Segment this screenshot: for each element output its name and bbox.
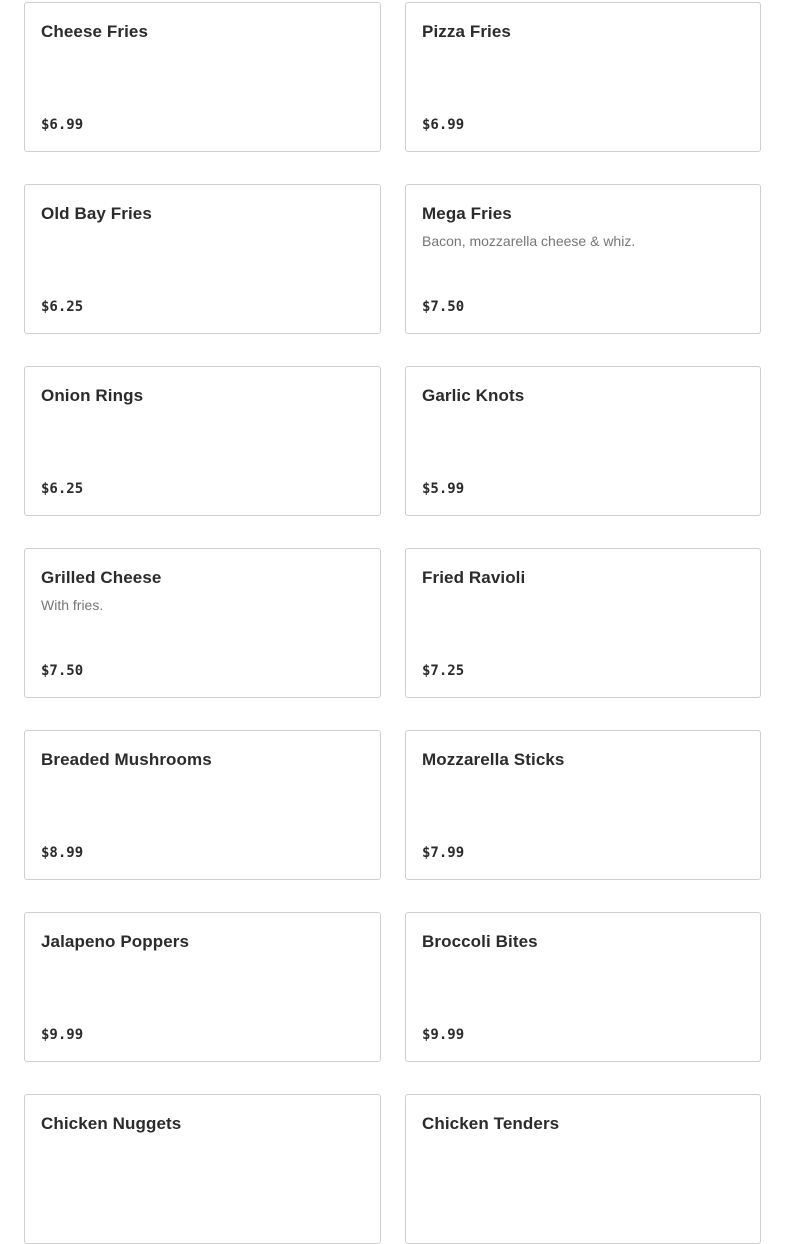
menu-item-card[interactable] xyxy=(24,184,381,334)
menu-item-card[interactable] xyxy=(24,2,381,152)
item-price: $5.99 xyxy=(422,481,465,497)
menu-item-card[interactable] xyxy=(24,1094,381,1244)
item-name: Chicken Tenders xyxy=(422,1114,560,1133)
item-name: Mega Fries xyxy=(422,204,512,223)
menu-item-card[interactable] xyxy=(405,366,761,516)
item-name: Pizza Fries xyxy=(422,22,511,41)
menu-item-card[interactable] xyxy=(405,548,761,698)
item-name: Cheese Fries xyxy=(41,22,149,41)
menu-item-card[interactable] xyxy=(24,366,381,516)
item-price: $6.99 xyxy=(422,117,465,133)
menu-item-card[interactable] xyxy=(405,2,761,152)
item-price: $7.25 xyxy=(422,663,465,679)
menu-item-card[interactable] xyxy=(24,912,381,1062)
menu-item-card[interactable] xyxy=(405,912,761,1062)
item-description: With fries. xyxy=(41,597,104,613)
item-name: Grilled Cheese xyxy=(41,568,162,587)
item-name: Jalapeno Poppers xyxy=(41,932,190,951)
item-name: Garlic Knots xyxy=(422,386,525,405)
menu-item-card[interactable] xyxy=(24,730,381,880)
menu-item-card[interactable] xyxy=(405,1094,761,1244)
item-price: $9.99 xyxy=(41,1027,84,1043)
item-price: $8.99 xyxy=(41,845,84,861)
item-name: Chicken Nuggets xyxy=(41,1114,182,1133)
item-price: $6.25 xyxy=(41,481,84,497)
item-name: Onion Rings xyxy=(41,386,144,405)
item-name: Broccoli Bites xyxy=(422,932,538,951)
menu-item-card[interactable] xyxy=(405,184,761,334)
item-price: $7.50 xyxy=(41,663,84,679)
menu-item-card[interactable] xyxy=(405,730,761,880)
item-price: $6.99 xyxy=(41,117,84,133)
item-name: Mozzarella Sticks xyxy=(422,750,565,769)
item-name: Fried Ravioli xyxy=(422,568,526,587)
item-price: $6.25 xyxy=(41,299,84,315)
menu-item-card[interactable] xyxy=(24,548,381,698)
item-price: $7.99 xyxy=(422,845,465,861)
item-name: Breaded Mushrooms xyxy=(41,750,212,769)
item-price: $7.50 xyxy=(422,299,465,315)
menu-items-grid xyxy=(24,2,761,1244)
item-description: Bacon, mozzarella cheese & whiz. xyxy=(422,233,636,249)
item-name: Old Bay Fries xyxy=(41,204,152,223)
item-price: $9.99 xyxy=(422,1027,465,1043)
